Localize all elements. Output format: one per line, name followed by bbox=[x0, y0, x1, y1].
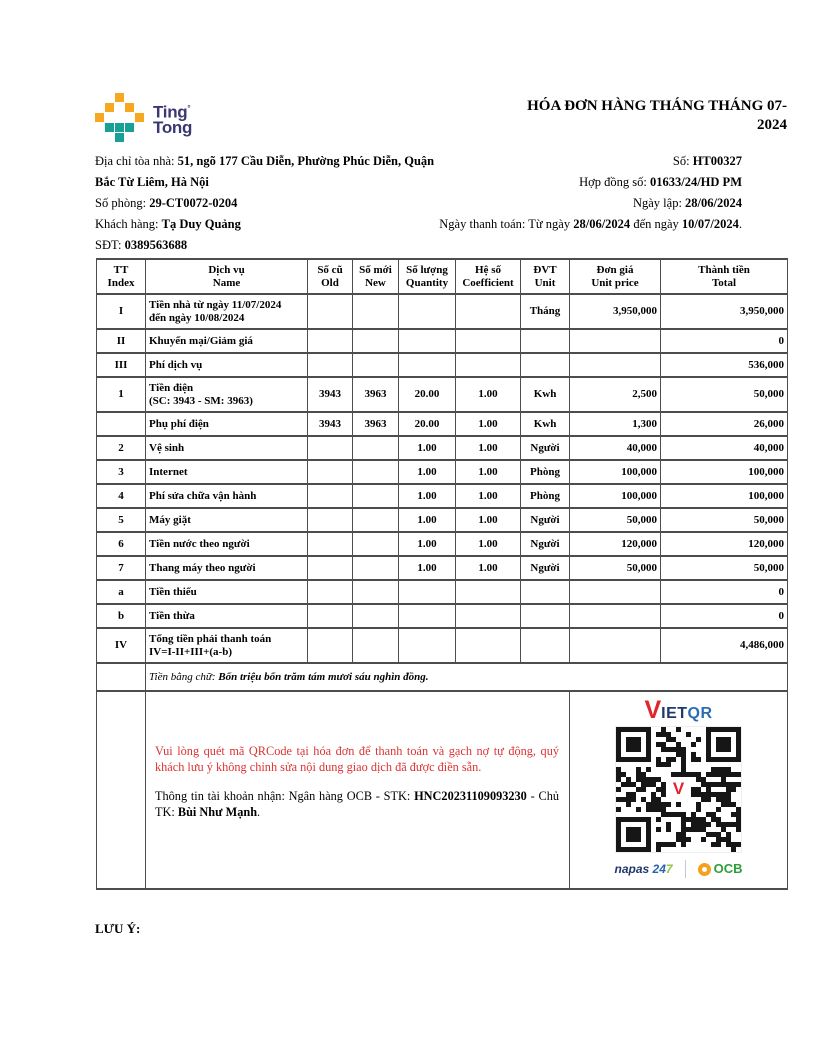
cell-total: 50,000 bbox=[661, 377, 788, 412]
table-row bbox=[97, 580, 788, 604]
cell-new bbox=[353, 353, 399, 377]
cell-unit: Người bbox=[521, 532, 570, 556]
cell-tt: III bbox=[97, 353, 146, 377]
cell-total: 40,000 bbox=[661, 436, 788, 460]
cell-coef: 1.00 bbox=[456, 556, 521, 580]
header bbox=[95, 93, 787, 143]
brand-divider bbox=[685, 860, 686, 878]
cell-new bbox=[353, 580, 399, 604]
table-row bbox=[97, 532, 788, 556]
qr-finder-icon bbox=[616, 727, 651, 762]
cell-old bbox=[308, 532, 353, 556]
cell-name: Tổng tiền phải thanh toán IV=I-II+III+(a-b) bbox=[146, 628, 308, 663]
cell-unit bbox=[521, 628, 570, 663]
cell-tt: II bbox=[97, 329, 146, 353]
table-row bbox=[97, 628, 788, 663]
cell-new bbox=[353, 460, 399, 484]
column-header: Số cũ Old bbox=[308, 259, 353, 294]
cell-qty: 20.00 bbox=[399, 412, 456, 436]
cell-price: 2,500 bbox=[570, 377, 661, 412]
cell-price: 50,000 bbox=[570, 556, 661, 580]
amount-in-words: Tiền bằng chữ: Bốn triệu bốn trăm tám mươi sáu nghìn đồng. bbox=[146, 663, 788, 691]
cell-new bbox=[353, 484, 399, 508]
cell-unit: Phòng bbox=[521, 460, 570, 484]
cell-total: 0 bbox=[661, 580, 788, 604]
cell-tt: IV bbox=[97, 628, 146, 663]
cell-price bbox=[570, 628, 661, 663]
cell-coef bbox=[456, 353, 521, 377]
invoice-table bbox=[96, 258, 788, 890]
column-header: Đơn giá Unit price bbox=[570, 259, 661, 294]
cell-name: Khuyến mại/Giảm giá bbox=[146, 329, 308, 353]
cell-old bbox=[308, 580, 353, 604]
cell-name: Máy giặt bbox=[146, 508, 308, 532]
cell-old bbox=[308, 329, 353, 353]
cell-new: 3963 bbox=[353, 377, 399, 412]
table-row bbox=[97, 412, 788, 436]
building-address: Địa chỉ tòa nhà: 51, ngõ 177 Cầu Diễn, Phường Phúc Diễn, Quận bbox=[95, 154, 435, 168]
cell-coef bbox=[456, 604, 521, 628]
cell-qty: 1.00 bbox=[399, 556, 456, 580]
table-row bbox=[97, 604, 788, 628]
cell-name: Phí sửa chữa vận hành bbox=[146, 484, 308, 508]
payment-period: Ngày thanh toán: Từ ngày 28/06/2024 đến ngày 10/07/2024. bbox=[439, 217, 742, 231]
cell-old bbox=[308, 556, 353, 580]
cell-new bbox=[353, 508, 399, 532]
cell-price: 40,000 bbox=[570, 436, 661, 460]
cell-new bbox=[353, 294, 399, 329]
cell-new bbox=[353, 532, 399, 556]
cell-coef bbox=[456, 580, 521, 604]
cell-unit bbox=[521, 353, 570, 377]
cell-unit: Kwh bbox=[521, 412, 570, 436]
cell-name: Thang máy theo người bbox=[146, 556, 308, 580]
cell-qty bbox=[399, 353, 456, 377]
cell-unit: Phòng bbox=[521, 484, 570, 508]
table-row bbox=[97, 460, 788, 484]
cell-price bbox=[570, 329, 661, 353]
cell-total: 50,000 bbox=[661, 508, 788, 532]
invoice-number: Số: HT00327 bbox=[672, 154, 742, 168]
cell-old bbox=[308, 460, 353, 484]
issue-date: Ngày lập: 28/06/2024 bbox=[632, 196, 742, 210]
column-header: Số lượng Quantity bbox=[399, 259, 456, 294]
cell-qty: 1.00 bbox=[399, 532, 456, 556]
cell-qty: 20.00 bbox=[399, 377, 456, 412]
cell-coef bbox=[456, 329, 521, 353]
cell-total: 100,000 bbox=[661, 460, 788, 484]
cell-qty: 1.00 bbox=[399, 436, 456, 460]
cell-coef bbox=[456, 628, 521, 663]
cell-name: Tiền nhà từ ngày 11/07/2024 đến ngày 10/08/2024 bbox=[146, 294, 308, 329]
cell-unit: Kwh bbox=[521, 377, 570, 412]
cell-price: 100,000 bbox=[570, 460, 661, 484]
cell-coef: 1.00 bbox=[456, 484, 521, 508]
cell-tt: 3 bbox=[97, 460, 146, 484]
cell-name: Tiền thừa bbox=[146, 604, 308, 628]
cell-qty: 1.00 bbox=[399, 508, 456, 532]
room-number: Số phòng: 29-CT0072-0204 bbox=[95, 196, 238, 210]
cell-unit: Tháng bbox=[521, 294, 570, 329]
payment-row bbox=[97, 691, 788, 889]
cell-qty: 1.00 bbox=[399, 484, 456, 508]
cell-total: 120,000 bbox=[661, 532, 788, 556]
info-row bbox=[95, 214, 742, 235]
tingtong-logo-icon bbox=[95, 93, 145, 143]
cell-total: 26,000 bbox=[661, 412, 788, 436]
cell-tt: 5 bbox=[97, 508, 146, 532]
cell-coef: 1.00 bbox=[456, 436, 521, 460]
cell-total: 50,000 bbox=[661, 556, 788, 580]
cell-new: 3963 bbox=[353, 412, 399, 436]
cell-name: Internet bbox=[146, 460, 308, 484]
table-row bbox=[97, 508, 788, 532]
info-row bbox=[95, 151, 742, 172]
invoice-table-body bbox=[97, 294, 788, 663]
company-logo bbox=[95, 93, 192, 143]
cell-total: 3,950,000 bbox=[661, 294, 788, 329]
cell-new bbox=[353, 329, 399, 353]
column-header: Hệ số Coefficient bbox=[456, 259, 521, 294]
cell-name: Tiền điện (SC: 3943 - SM: 3963) bbox=[146, 377, 308, 412]
cell-old bbox=[308, 353, 353, 377]
cell-total: 536,000 bbox=[661, 353, 788, 377]
cell-price: 100,000 bbox=[570, 484, 661, 508]
cell-total: 100,000 bbox=[661, 484, 788, 508]
table-row bbox=[97, 294, 788, 329]
company-logo-text: Ting° Tong bbox=[153, 102, 193, 137]
table-row bbox=[97, 353, 788, 377]
cell-unit bbox=[521, 329, 570, 353]
column-header: Thành tiền Total bbox=[661, 259, 788, 294]
cell-name: Phụ phí điện bbox=[146, 412, 308, 436]
cell-unit: Người bbox=[521, 436, 570, 460]
cell-old: 3943 bbox=[308, 377, 353, 412]
cell-coef: 1.00 bbox=[456, 460, 521, 484]
cell-old: 3943 bbox=[308, 412, 353, 436]
cell-price: 120,000 bbox=[570, 532, 661, 556]
cell-tt: 7 bbox=[97, 556, 146, 580]
table-row bbox=[97, 436, 788, 460]
table-row bbox=[97, 377, 788, 412]
cell-qty bbox=[399, 294, 456, 329]
footer-note-label: LƯU Ý: bbox=[95, 921, 141, 936]
cell-tt: 1 bbox=[97, 377, 146, 412]
column-header: Số mới New bbox=[353, 259, 399, 294]
cell-unit: Người bbox=[521, 556, 570, 580]
cell-price: 50,000 bbox=[570, 508, 661, 532]
cell-unit bbox=[521, 580, 570, 604]
cell-name: Tiền thiếu bbox=[146, 580, 308, 604]
cell-tt: a bbox=[97, 580, 146, 604]
customer-name: Khách hàng: Tạ Duy Quảng bbox=[95, 217, 241, 231]
qr-finder-icon bbox=[706, 727, 741, 762]
amount-in-words-row bbox=[97, 663, 788, 691]
invoice-info bbox=[95, 151, 742, 256]
cell-old bbox=[308, 628, 353, 663]
cell-coef: 1.00 bbox=[456, 508, 521, 532]
cell-tt: 2 bbox=[97, 436, 146, 460]
vietqr-logo: VIETQR bbox=[644, 696, 713, 724]
cell-coef: 1.00 bbox=[456, 532, 521, 556]
customer-phone: SĐT: 0389563688 bbox=[95, 238, 188, 252]
cell-name: Phí dịch vụ bbox=[146, 353, 308, 377]
cell-price bbox=[570, 580, 661, 604]
cell-new bbox=[353, 628, 399, 663]
cell-old bbox=[308, 508, 353, 532]
cell-price bbox=[570, 604, 661, 628]
cell-coef bbox=[456, 294, 521, 329]
cell-name: Tiền nước theo người bbox=[146, 532, 308, 556]
cell-old bbox=[308, 484, 353, 508]
napas247-logo: napas 247 bbox=[614, 861, 673, 876]
column-header: TT Index bbox=[97, 259, 146, 294]
account-info: Thông tin tài khoản nhận: Ngân hàng OCB - STK: HNC20231109093230 - Chủ TK: Bùi Như Mạnh. bbox=[155, 789, 559, 819]
table-row bbox=[97, 484, 788, 508]
table-row bbox=[97, 556, 788, 580]
contract-number: Hợp đồng số: 01633/24/HD PM bbox=[579, 175, 742, 189]
vietqr-v-icon: V bbox=[666, 777, 691, 802]
cell-tt: I bbox=[97, 294, 146, 329]
cell-qty: 1.00 bbox=[399, 460, 456, 484]
ocb-logo: OCB bbox=[698, 863, 743, 876]
cell-coef: 1.00 bbox=[456, 412, 521, 436]
cell-new bbox=[353, 556, 399, 580]
table-header-row bbox=[97, 259, 788, 294]
cell-qty bbox=[399, 628, 456, 663]
cell-old bbox=[308, 436, 353, 460]
column-header: Dịch vụ Name bbox=[146, 259, 308, 294]
info-row bbox=[95, 172, 742, 193]
payment-warning: Vui lòng quét mã QRCode tại hóa đơn để thanh toán và gạch nợ tự động, quý khách lưu ý không chỉnh sửa nội dung giao dịch đã được điền sẵn. bbox=[155, 744, 559, 774]
cell-price bbox=[570, 353, 661, 377]
cell-new bbox=[353, 436, 399, 460]
cell-tt: 4 bbox=[97, 484, 146, 508]
cell-qty bbox=[399, 604, 456, 628]
cell-qty bbox=[399, 580, 456, 604]
table-row bbox=[97, 329, 788, 353]
cell-total: 4,486,000 bbox=[661, 628, 788, 663]
building-address-line2: Bắc Từ Liêm, Hà Nội bbox=[95, 175, 209, 189]
cell-price: 3,950,000 bbox=[570, 294, 661, 329]
cell-unit: Người bbox=[521, 508, 570, 532]
payment-note-cell bbox=[146, 691, 570, 889]
cell-price: 1,300 bbox=[570, 412, 661, 436]
ocb-circle-icon bbox=[698, 863, 711, 876]
cell-unit bbox=[521, 604, 570, 628]
column-header: ĐVT Unit bbox=[521, 259, 570, 294]
cell-total: 0 bbox=[661, 329, 788, 353]
info-row bbox=[95, 235, 742, 256]
cell-name: Vệ sinh bbox=[146, 436, 308, 460]
cell-coef: 1.00 bbox=[456, 377, 521, 412]
cell-tt: 6 bbox=[97, 532, 146, 556]
qr-payment-cell bbox=[570, 691, 788, 889]
qr-code bbox=[616, 727, 741, 852]
cell-tt: b bbox=[97, 604, 146, 628]
cell-qty bbox=[399, 329, 456, 353]
qr-finder-icon bbox=[616, 817, 651, 852]
cell-new bbox=[353, 604, 399, 628]
info-row bbox=[95, 193, 742, 214]
payment-brands bbox=[573, 860, 784, 878]
cell-total: 0 bbox=[661, 604, 788, 628]
invoice-title: HÓA ĐƠN HÀNG THÁNG THÁNG 07-2024 bbox=[527, 98, 787, 133]
cell-old bbox=[308, 604, 353, 628]
cell-old bbox=[308, 294, 353, 329]
cell-tt bbox=[97, 412, 146, 436]
